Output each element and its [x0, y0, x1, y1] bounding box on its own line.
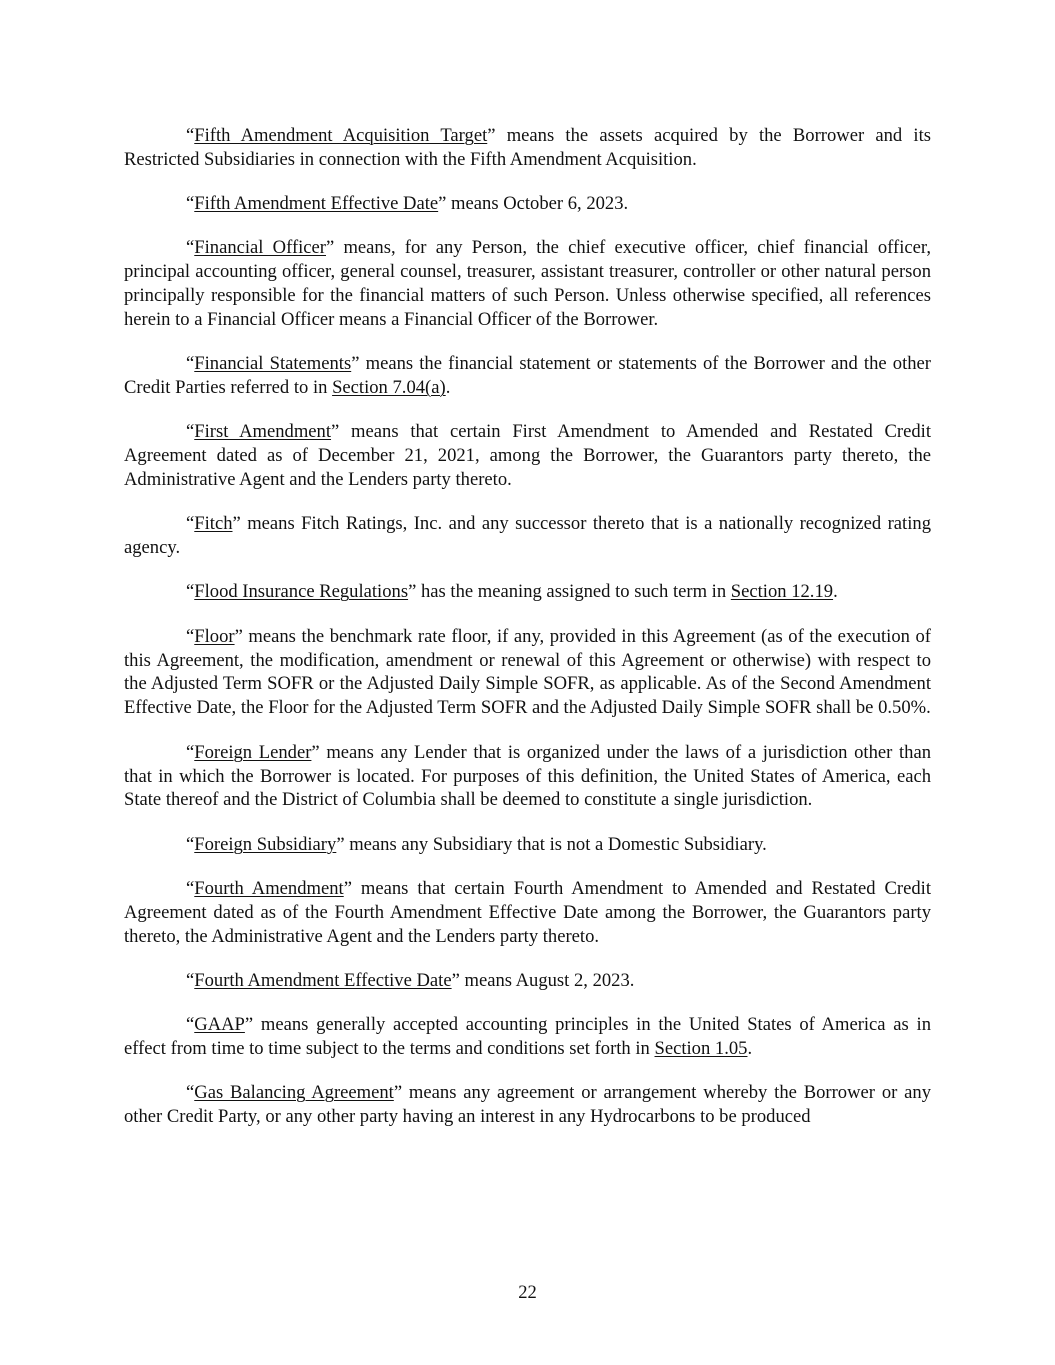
definition-paragraph: “Fifth Amendment Effective Date” means October 6, 2023.: [186, 193, 629, 215]
definition-text: ” means the benchmark rate floor, if any, provided in this Agreement (as of the execution of this Agreement, the modification, amendment or renewal of this Agreement or otherwise) with respect to the Adjusted Term SOFR or the Adjusted Daily Simple SOFR, as applicable. As of the Second Amendment Effective Date, the Floor for the Adjusted Term SOFR and the Adjusted Daily Simple SOFR shall be 0.50%.: [124, 625, 931, 719]
definition-text: ” means any Subsidiary that is not a Domestic Subsidiary.: [336, 833, 767, 855]
definition-paragraph: “Floor” means the benchmark rate floor, if any, provided in this Agreement (as of the execution of this Agreement, the modification, amendment or renewal of this Agreement or otherwise) with respect to the Adjusted Term SOFR or the Adjusted Daily Simple SOFR, as applicable. As of the Second Amendment Effective Date, the Floor for the Adjusted Term SOFR and the Adjusted Daily Simple SOFR shall be 0.50%.: [124, 625, 931, 719]
definition-tail: .: [833, 581, 838, 603]
section-reference: Section 12.19: [730, 581, 834, 603]
defined-term: Fifth Amendment Acquisition Target: [194, 125, 488, 146]
definition-paragraph: “Foreign Subsidiary” means any Subsidiary that is not a Domestic Subsidiary.: [186, 833, 767, 855]
defined-term: Financial Officer: [194, 237, 326, 259]
defined-term: First Amendment: [194, 421, 332, 443]
definition-text: ” means, for any Person, the chief executive officer, chief financial officer, principal accounting officer, general counsel, treasurer, assistant treasurer, controller or other natural person principally responsible for the financial matters of such Person. Unless otherwise specified, all references herein to a Financial Officer means a Financial Officer of the Borrower.: [124, 237, 931, 331]
definition-paragraph: “Financial Officer” means, for any Person, the chief executive officer, chief financial officer, principal accounting officer, general counsel, treasurer, assistant treasurer, controller or other natural person principally responsible for the financial matters of such Person. Unless otherwise specified, all references herein to a Financial Officer means a Financial Officer of the Borrower.: [124, 237, 931, 331]
definition-text: ” means any agreement or arrangement whereby the Borrower or any other Credit Party, or any other party having an interest in any Hydrocarbons to be produced: [124, 1082, 932, 1128]
definition-paragraph: “Fourth Amendment” means that certain Fourth Amendment to Amended and Restated Credit Agreement dated as of the Fourth Amendment Effective Date among the Borrower, the Guarantors party thereto, the Administrative Agent and the Lenders party thereto.: [124, 877, 931, 947]
definition-text: ” means generally accepted accounting principles in the United States of America as in effect from time to time subject to the terms and conditions set forth in: [124, 1014, 931, 1059]
defined-term: Foreign Lender: [194, 741, 312, 763]
section-reference: Section 1.05: [654, 1037, 748, 1059]
defined-term: Financial Statements: [194, 353, 352, 375]
definition-paragraph: “Flood Insurance Regulations” has the meaning assigned to such term in Section 12.19.: [186, 581, 838, 603]
definition-tail: .: [445, 377, 451, 399]
definition-paragraph: “Gas Balancing Agreement” means any agreement or arrangement whereby the Borrower or any other Credit Party, or any other party having an interest in any Hydrocarbons to be produced: [124, 1082, 932, 1128]
definition-text: ” means August 2, 2023.: [451, 969, 635, 991]
defined-term: Fourth Amendment: [194, 877, 344, 899]
defined-term: Gas Balancing Agreement: [194, 1082, 394, 1104]
definition-paragraph: “GAAP” means generally accepted accounting principles in the United States of America as in effect from time to time subject to the terms and conditions set forth in Section 1.05.: [124, 1014, 931, 1059]
definition-text: ” has the meaning assigned to such term in: [408, 581, 731, 603]
definition-text: ” means that certain First Amendment to Amended and Restated Credit Agreement dated as of December 21, 2021, among the Borrower, the Guarantors party thereto, the Administrative Agent and the Lenders party thereto.: [124, 421, 931, 491]
definition-paragraph: “First Amendment” means that certain First Amendment to Amended and Restated Credit Agreement dated as of December 21, 2021, among the Borrower, the Guarantors party thereto, the Administrative Agent and the Lenders party thereto.: [124, 421, 931, 491]
defined-term: Fourth Amendment Effective Date: [194, 969, 452, 991]
defined-term: Fifth Amendment Effective Date: [194, 193, 439, 215]
defined-term: Foreign Subsidiary: [194, 833, 337, 855]
defined-term: Fitch: [194, 513, 233, 535]
definition-paragraph: “Financial Statements” means the financial statement or statements of the Borrower and the other Credit Parties referred to in Section 7.04(a).: [124, 353, 931, 399]
definition-text: ” means October 6, 2023.: [438, 193, 629, 215]
definition-text: ” means Fitch Ratings, Inc. and any successor thereto that is a nationally recognized rating agency.: [124, 513, 931, 559]
defined-term: GAAP: [194, 1014, 245, 1036]
definition-text: ” means the assets acquired by the Borrower and its Restricted Subsidiaries in connection with the Fifth Amendment Acquisition.: [124, 125, 931, 170]
definition-paragraph: “Fitch” means Fitch Ratings, Inc. and any successor thereto that is a nationally recognized rating agency.: [124, 513, 931, 559]
defined-term: Flood Insurance Regulations: [194, 581, 409, 603]
definition-text: ” means any Lender that is organized under the laws of a jurisdiction other than that in which the Borrower is located. For purposes of this definition, the United States of America, each State thereof and the District of Columbia shall be deemed to constitute a single jurisdiction.: [124, 741, 931, 811]
page-number: 22: [518, 1282, 537, 1303]
document-page: [124, 124, 931, 1149]
definition-paragraph: “Foreign Lender” means any Lender that is organized under the laws of a jurisdiction other than that in which the Borrower is located. For purposes of this definition, the United States of America, each State thereof and the District of Columbia shall be deemed to constitute a single jurisdiction.: [124, 741, 931, 811]
definition-text: ” means the financial statement or statements of the Borrower and the other Credit Parties referred to in: [124, 353, 931, 399]
definition-text: ” means that certain Fourth Amendment to Amended and Restated Credit Agreement dated as of the Fourth Amendment Effective Date among the Borrower, the Guarantors party thereto, the Administrative Agent and the Lenders party thereto.: [124, 877, 931, 947]
definition-paragraph: “Fifth Amendment Acquisition Target” means the assets acquired by the Borrower and its Restricted Subsidiaries in connection with the Fifth Amendment Acquisition.: [124, 125, 931, 170]
definition-tail: .: [747, 1037, 753, 1059]
defined-term: Floor: [194, 625, 235, 647]
section-reference: Section 7.04(a): [332, 377, 446, 399]
definition-paragraph: “Fourth Amendment Effective Date” means August 2, 2023.: [186, 969, 635, 991]
